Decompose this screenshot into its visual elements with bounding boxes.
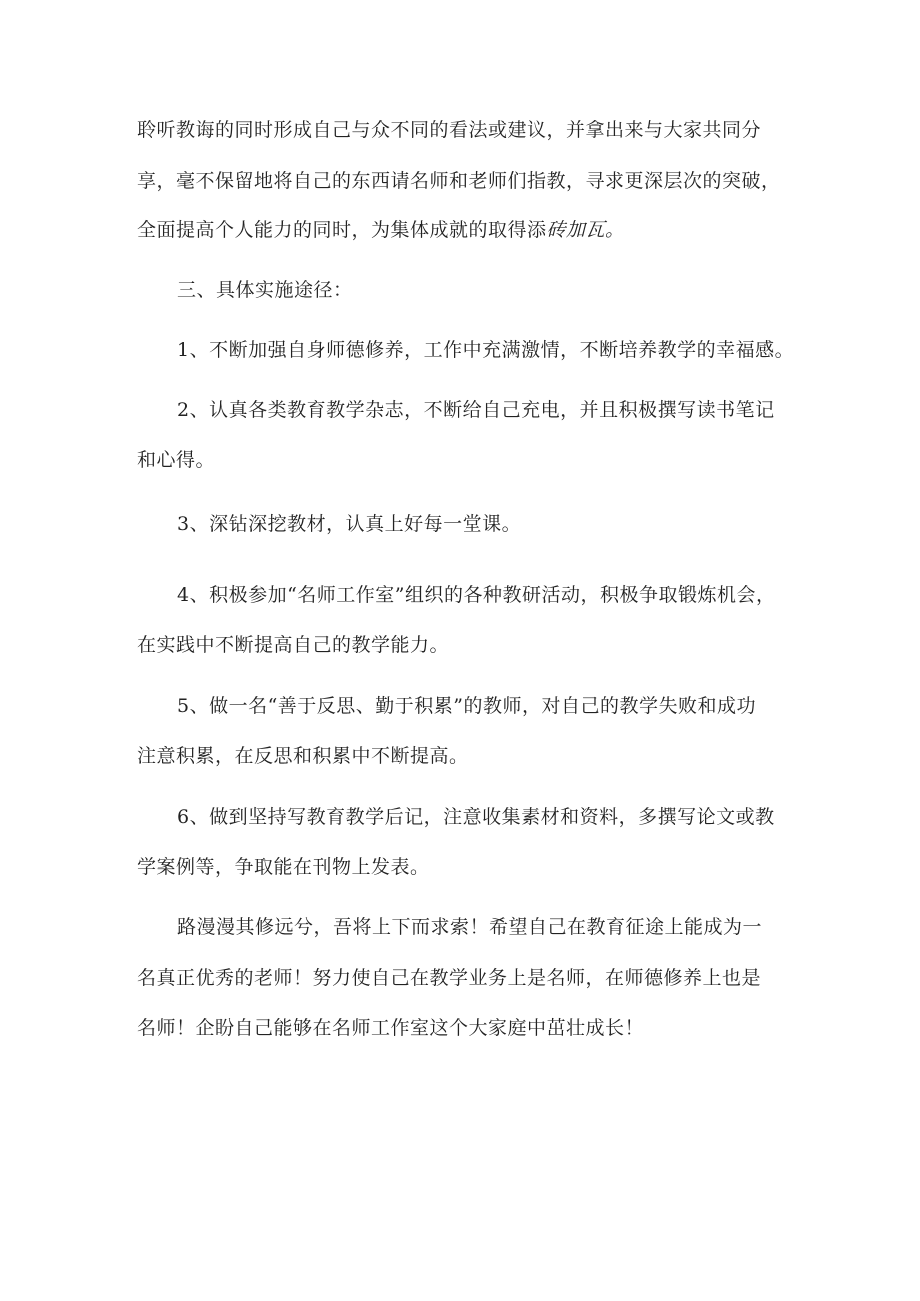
section-heading: 三、具体实施途径： [177,279,353,301]
intro-line-3-main: 全面提高个人能力的同时，为集体成就的取得添 [137,219,547,241]
item-5-line-1: 5、做一名“善于反思、勤于积累”的教师，对自己的教学失败和成功 [177,695,757,717]
item-2-line-2: 和心得。 [137,449,216,471]
closing-line-3: 名师！企盼自己能够在名师工作室这个大家庭中茁壮成长！ [137,1017,645,1039]
intro-line-3-tail: 砖加瓦。 [546,219,625,241]
item-5-line-2: 注意积累，在反思和积累中不断提高。 [137,745,469,767]
item-1-line-1: 1、不断加强自身师德修养，工作中充满激情，不断培养教学的幸福感。 [177,339,795,361]
intro-line-3 [137,218,625,242]
closing-line-2: 名真正优秀的老师！努力使自己在教学业务上是名师，在师德修养上也是 [137,967,762,989]
closing-line-1: 路漫漫其修远兮，吾将上下而求索！希望自己在教育征途上能成为一 [177,916,763,938]
item-6-line-2: 学案例等，争取能在刊物上发表。 [137,856,430,878]
intro-line-1: 聆听教诲的同时形成自己与众不同的看法或建议，并拿出来与大家共同分 [137,119,762,141]
item-6-line-1: 6、做到坚持写教育教学后记，注意收集素材和资料，多撰写论文或教 [177,806,775,828]
item-2-line-1: 2、认真各类教育教学杂志，不断给自己充电，并且积极撰写读书笔记 [177,399,775,421]
item-4-line-2: 在实践中不断提高自己的教学能力。 [137,634,450,656]
item-3-line-1: 3、深钻深挖教材，认真上好每一堂课。 [177,513,522,535]
item-4-line-1: 4、积极参加“名师工作室”组织的各种教研活动，积极争取锻炼机会， [177,584,776,606]
intro-line-2: 享，毫不保留地将自己的东西请名师和老师们指教，寻求更深层次的突破， [137,170,781,192]
